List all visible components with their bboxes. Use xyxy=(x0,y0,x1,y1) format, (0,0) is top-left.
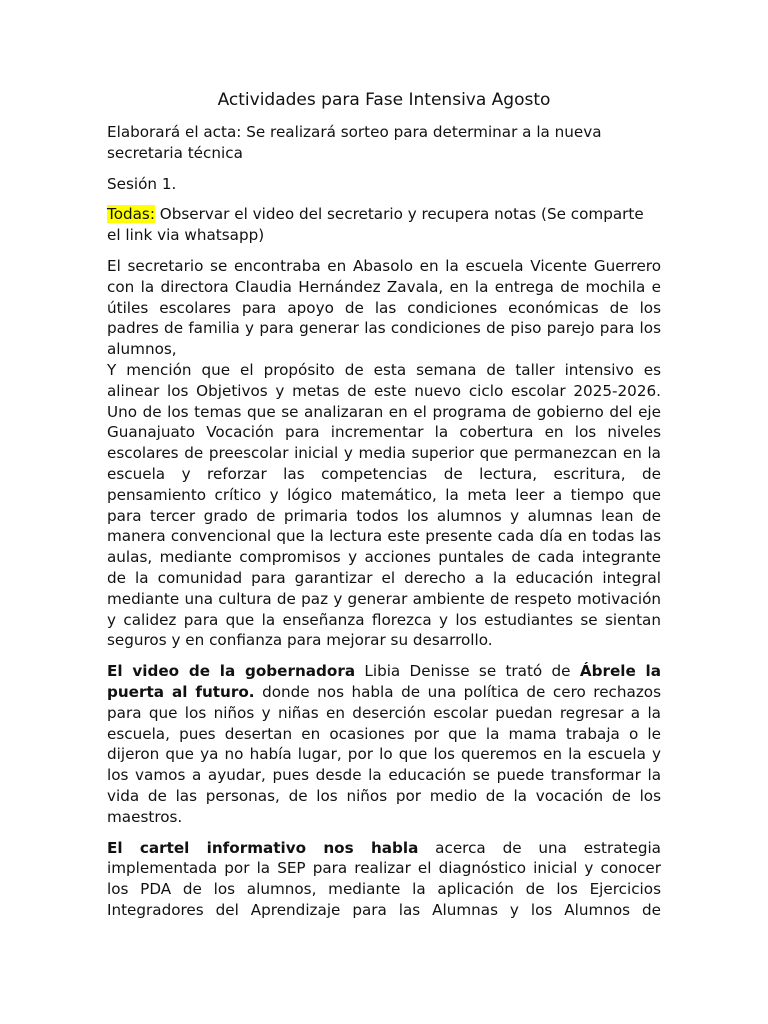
cartel-rest: acerca de una estrategia implementada por la SEP para realizar el diagnóstico inicial y conocer los PDA de los alumnos, mediante la aplicación de los Ejercicios Integradores del Aprendizaje para las Alumnas y los Alumnos de xyxy=(107,838,661,919)
todas-highlight: Todas: xyxy=(107,205,155,224)
gobernadora-rest: donde nos habla de una política de cero rechazos para que los niños y niñas en deserción escolar puedan regresar a la escuela, pues desertan en ocasiones por que la mama trabaja o le dijeron que ya no había lugar, por lo que los queremos en la escuela y los vamos a ayudar, pues desde la educación se puede transformar la vida de las personas, de los niños por medio de la vocación de los maestros. xyxy=(107,682,662,826)
gobernadora-paragraph xyxy=(107,661,661,827)
secretario-text-2: Y mención que el propósito de esta semana de taller intensivo es alinear los Objetivos y metas de este nuevo ciclo escolar 2025-2026. Uno de los temas que se analizaran en el programa de gobierno del eje Guanajuato Vocación para incrementar la cobertura en los niveles escolares de preescolar inicial y media superior que permanezcan en la escuela y reforzar las competencias de lectura, escritura, de pensamiento crítico y lógico matemático, la meta leer a tiempo que para tercer grado de primaria todos los alumnos y alumnas lean de manera convencional que la lectura este presente cada día en todas las aulas, mediante compromisos y acciones puntales de cada integrante de la comunidad para garantizar el derecho a la educación integral mediante una cultura de paz y generar ambiente de respeto motivación y calidez para que la enseñanza florezca y los estudiantes se sientan seguros y en confianza para mejorar su desarrollo. xyxy=(107,360,661,650)
gobernadora-bold: El video de la gobernadora xyxy=(107,662,356,681)
session-label: Sesión 1. xyxy=(107,174,177,193)
gobernadora-mid: Libia Denisse se trató de xyxy=(355,662,580,681)
acta-paragraph: Elaborará el acta: Se realizará sorteo para determinar a la nueva secretaria técnica xyxy=(107,123,602,162)
cartel-paragraph xyxy=(107,838,661,921)
secretario-paragraph xyxy=(107,256,661,360)
todas-text: Observar el video del secretario y recupera notas (Se comparte el link via whatsapp) xyxy=(107,205,644,245)
todas-paragraph xyxy=(107,204,661,246)
secretario-text-1: El secretario se encontraba en Abasolo en la escuela Vicente Guerrero con la directora Claudia Hernández Zavala, en la entrega de mochila e útiles escolares para apoyo de las condiciones económicas de los padres de familia y para generar las condiciones de piso parejo para los alumnos, xyxy=(107,256,661,359)
cartel-bold: El cartel informativo nos habla xyxy=(107,838,419,857)
document-page xyxy=(107,88,661,931)
gobernadora-bold-title: Ábrele la puerta al futuro. xyxy=(107,662,661,701)
document-title: Actividades para Fase Intensiva Agosto xyxy=(217,90,551,110)
proposito-paragraph xyxy=(107,360,661,651)
